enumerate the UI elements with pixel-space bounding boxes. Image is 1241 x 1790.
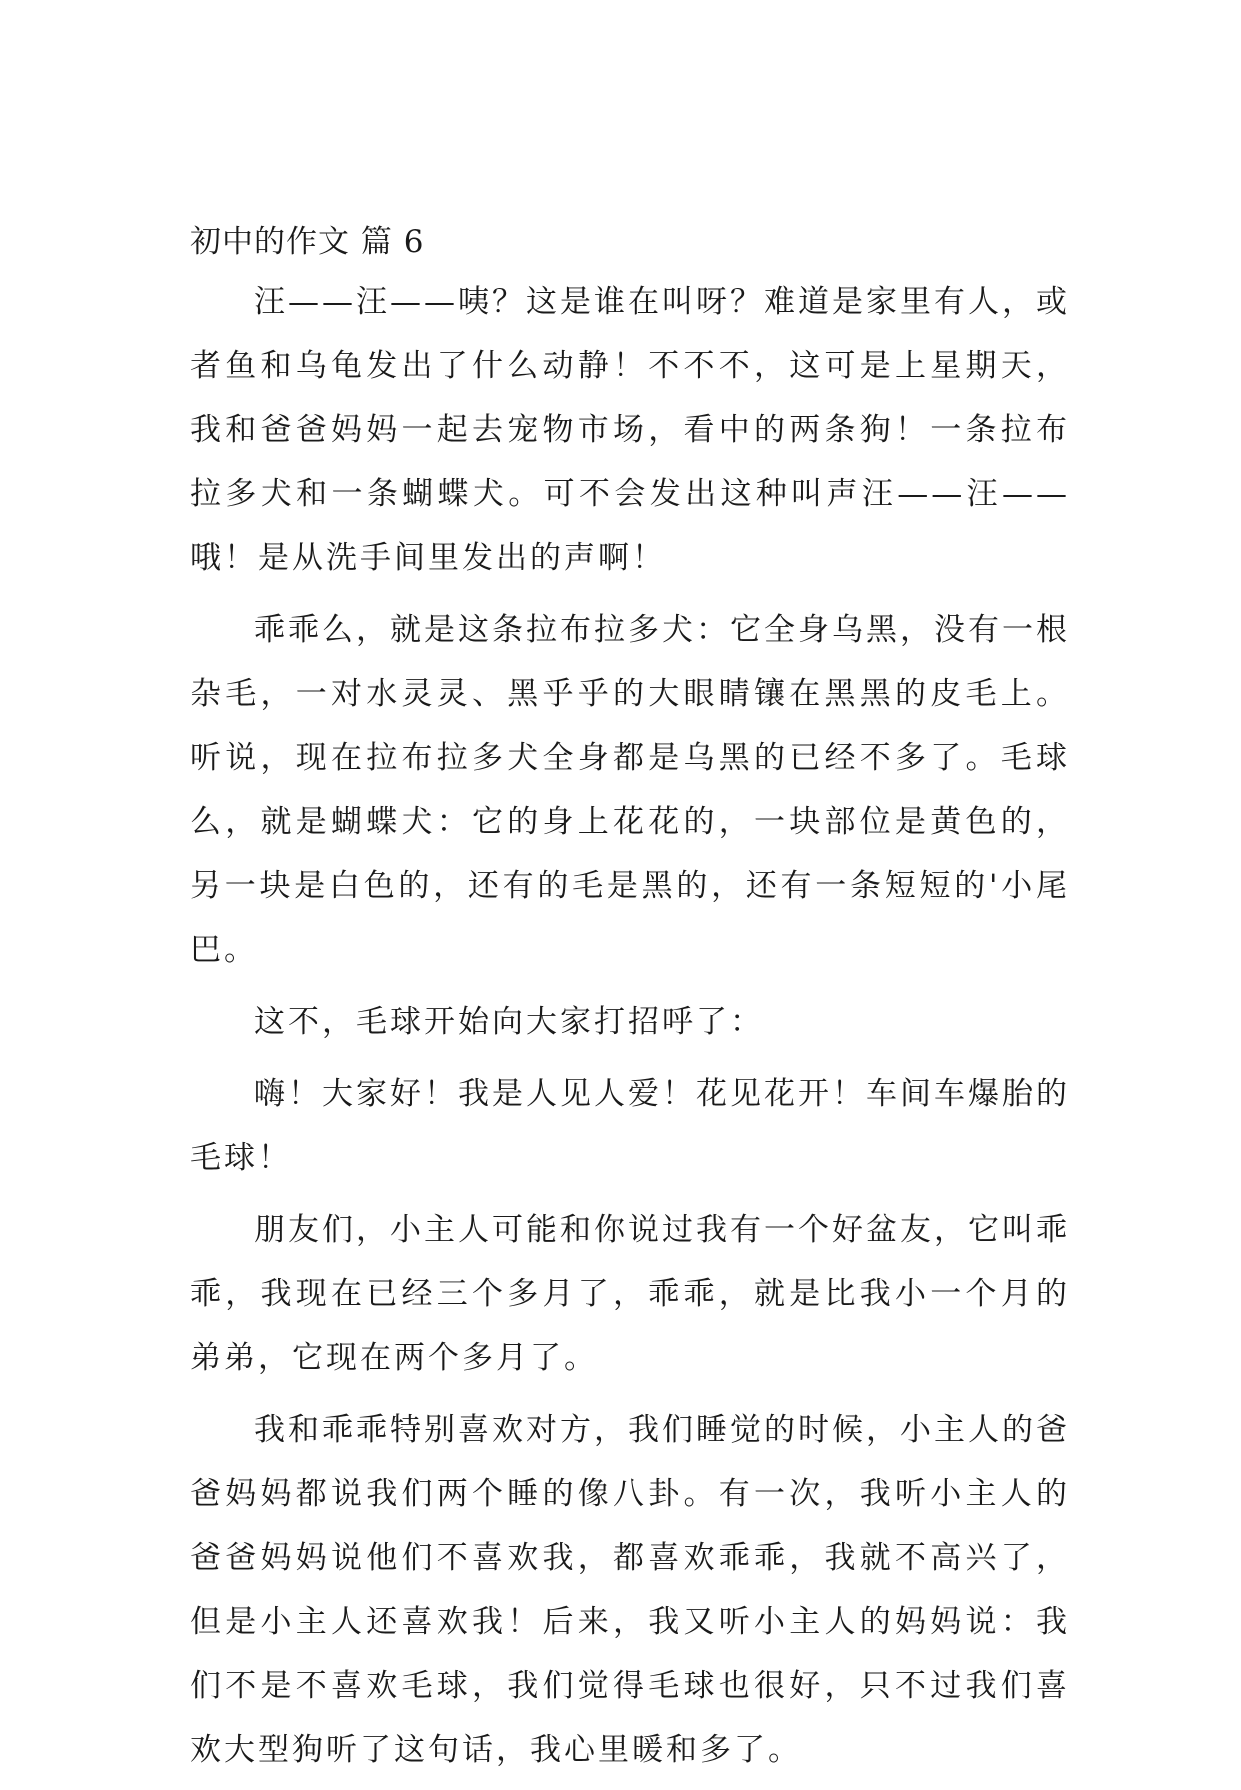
paragraph-1: 汪——汪——咦？这是谁在叫呀？难道是家里有人，或者鱼和乌龟发出了什么动静！不不不，这可是上星期天，我和爸爸妈妈一起去宠物市场，看中的两条狗！一条拉布拉多犬和一条蝴蝶犬。可不会发出这种叫声汪——汪——哦！是从洗手间里发出的声啊！ bbox=[190, 284, 1070, 576]
paragraph-6: 我和乖乖特别喜欢对方，我们睡觉的时候，小主人的爸爸妈妈都说我们两个睡的像八卦。有一次，我听小主人的爸爸妈妈说他们不喜欢我，都喜欢乖乖，我就不高兴了，但是小主人还喜欢我！后来，我又听小主人的妈妈说：我们不是不喜欢毛球，我们觉得毛球也很好，只不过我们喜欢大型狗听了这句话，我心里暖和多了。 bbox=[190, 1412, 1070, 1768]
paragraph-3: 这不，毛球开始向大家打招呼了： bbox=[254, 1004, 764, 1040]
paragraph-2: 乖乖么，就是这条拉布拉多犬：它全身乌黑，没有一根杂毛，一对水灵灵、黑乎乎的大眼睛镶在黑黑的皮毛上。听说，现在拉布拉多犬全身都是乌黑的已经不多了。毛球么，就是蝴蝶犬：它的身上花花的，一块部位是黄色的，另一块是白色的，还有的毛是黑的，还有一条短短的'小尾巴。 bbox=[190, 612, 1070, 968]
paragraph-4: 嗨！大家好！我是人见人爱！花见花开！车间车爆胎的毛球！ bbox=[190, 1076, 1070, 1176]
paragraph-5: 朋友们，小主人可能和你说过我有一个好盆友，它叫乖乖，我现在已经三个多月了，乖乖，就是比我小一个月的弟弟，它现在两个多月了。 bbox=[190, 1212, 1070, 1376]
document-title: 初中的作文 篇 6 bbox=[190, 224, 425, 260]
document-body bbox=[190, 222, 1070, 1790]
